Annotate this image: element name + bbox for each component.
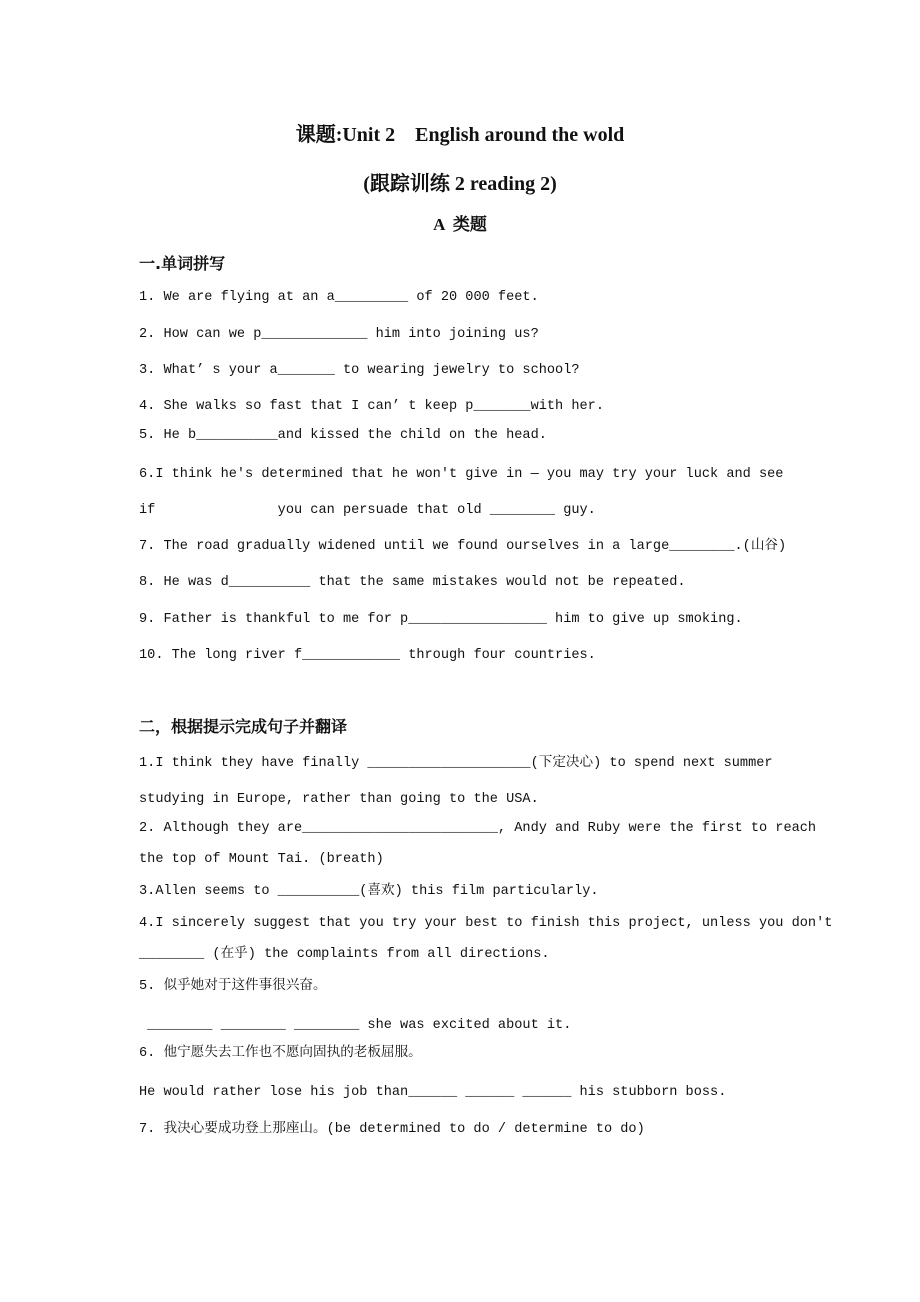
- exercise-line: 8. He was d__________ that the same mistakes would not be repeated.: [139, 575, 686, 590]
- exercise-line: 6.I think he's determined that he won't give in — you may try your luck and see: [139, 467, 784, 482]
- exercise-line: 3.Allen seems to __________(喜欢) this film particularly.: [139, 884, 599, 899]
- exercise-line: 4. She walks so fast that I can’ t keep p_______with her.: [139, 399, 604, 414]
- exercise-line: 9. Father is thankful to me for p_________________ him to give up smoking.: [139, 612, 743, 627]
- exercise-line: ________ ________ ________ she was excited about it.: [139, 1018, 572, 1033]
- exercise-line: 7. The road gradually widened until we found ourselves in a large________.(山谷): [139, 539, 787, 554]
- exercise-line: 7. 我决心要成功登上那座山。(be determined to do / determine to do): [139, 1122, 645, 1137]
- exercise-line: 2. Although they are________________________, Andy and Ruby were the first to reach: [139, 821, 817, 836]
- exercise-line: 6. 他宁愿失去工作也不愿向固执的老板屈服。: [139, 1046, 422, 1061]
- exercise-line: 10. The long river f____________ through four countries.: [139, 648, 596, 663]
- exercise-line: 1. We are flying at an a_________ of 20 000 feet.: [139, 290, 539, 305]
- section-heading-sentences: 二，根据提示完成句子并翻译: [139, 717, 348, 736]
- exercise-line: 1.I think they have finally ____________________(下定决心) to spend next summer: [139, 756, 773, 771]
- exercise-line: if you can persuade that old ________ guy.: [139, 503, 596, 518]
- page-title: 课题:Unit 2 English around the wold: [295, 124, 625, 146]
- exercise-line: ________ (在乎) the complaints from all directions.: [139, 947, 550, 962]
- exercise-line: He would rather lose his job than______ ______ ______ his stubborn boss.: [139, 1085, 727, 1100]
- section-heading-spelling: 一.单词拼写: [139, 254, 226, 273]
- page-subtitle: (跟踪训练 2 reading 2): [363, 173, 557, 195]
- exercise-line: 5. 似乎她对于这件事很兴奋。: [139, 979, 327, 994]
- exercise-line: 4.I sincerely suggest that you try your best to finish this project, unless you don't: [139, 916, 833, 931]
- exercise-line: studying in Europe, rather than going to the USA.: [139, 792, 539, 807]
- exercise-line: 3. What’ s your a_______ to wearing jewelry to school?: [139, 363, 580, 378]
- exercise-line: 5. He b__________and kissed the child on the head.: [139, 428, 547, 443]
- category-heading: A 类题: [433, 215, 487, 234]
- exercise-line: 2. How can we p_____________ him into joining us?: [139, 327, 539, 342]
- exercise-line: the top of Mount Tai. (breath): [139, 852, 384, 867]
